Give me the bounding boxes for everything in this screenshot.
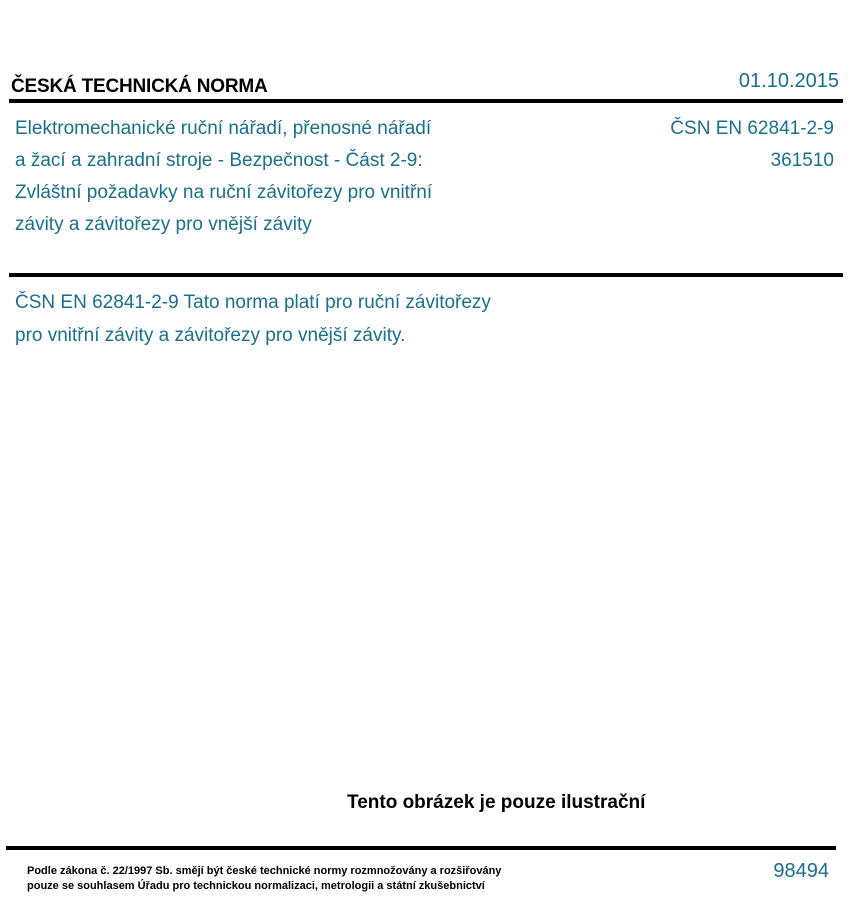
header-divider [9, 99, 843, 103]
document-type: ČESKÁ TECHNICKÁ NORMA [11, 76, 268, 97]
title-line: a žací a zahradní stroje - Bezpečnost - Část 2-9: [15, 150, 423, 171]
footer-divider [6, 846, 836, 850]
title-line: závity a závitořezy pro vnější závity [15, 214, 312, 235]
title-line: Elektromechanické ruční nářadí, přenosné nářadí [15, 118, 432, 139]
scope-text [15, 286, 615, 352]
order-number: 98494 [773, 860, 829, 882]
document-header [11, 70, 839, 100]
footer-legal-notice [27, 864, 501, 894]
standard-number: ČSN EN 62841-2-9 [670, 118, 834, 139]
standard-codes [670, 113, 834, 177]
legal-line: Podle zákona č. 22/1997 Sb. smějí být české technické normy rozmnožovány a rozšiřovány [27, 865, 502, 877]
title-line: Zvláštní požadavky na ruční závitořezy pro vnitřní [15, 182, 433, 203]
legal-line: pouze se souhlasem Úřadu pro technickou normalizaci, metrologii a státní zkušebnictví [27, 880, 485, 892]
scope-line: ČSN EN 62841-2-9 Tato norma platí pro ruční závitořezy [15, 292, 491, 313]
scope-line: pro vnitřní závity a závitořezy pro vnější závity. [15, 325, 406, 346]
publication-date: 01.10.2015 [738, 70, 839, 92]
class-number: 361510 [770, 150, 834, 171]
title-divider [9, 273, 843, 277]
illustration-note: Tento obrázek je pouze ilustrační [347, 792, 646, 813]
standard-title [15, 113, 515, 241]
